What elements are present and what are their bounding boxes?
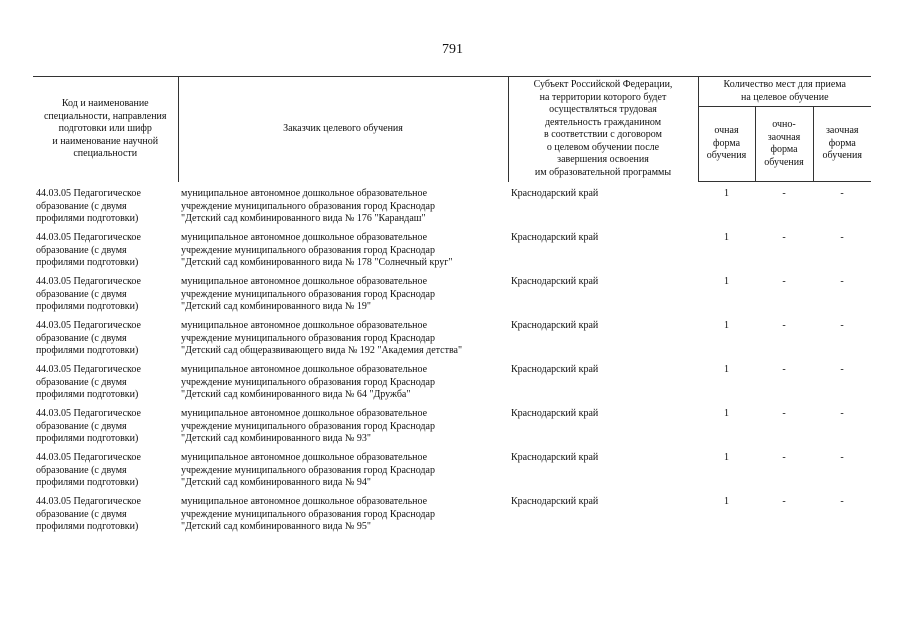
cell-subject: Краснодарский край xyxy=(511,364,599,375)
cell-parttime: - xyxy=(840,320,844,331)
cell-subject: Краснодарский край xyxy=(511,408,599,419)
cell-mixed: - xyxy=(782,232,786,243)
target-admission-table xyxy=(33,76,871,540)
cell-parttime: - xyxy=(840,276,844,287)
table-body xyxy=(33,182,871,541)
cell-parttime: - xyxy=(840,364,844,375)
header-customer: Заказчик целевого обучения xyxy=(178,77,508,182)
cell-fulltime: 1 xyxy=(724,320,729,331)
cell-mixed: - xyxy=(782,364,786,375)
table-row xyxy=(33,188,871,232)
cell-fulltime: 1 xyxy=(724,232,729,243)
cell-mixed: - xyxy=(782,408,786,419)
cell-customer: муниципальное автономное дошкольное образовательное учреждение муниципального образования город Краснодар "Детский сад общеразвивающего вида № 192 "Академия детства" xyxy=(181,320,463,356)
cell-parttime: - xyxy=(840,408,844,419)
header-parttime: заочная форма обучения xyxy=(813,107,871,182)
cell-fulltime: 1 xyxy=(724,452,729,463)
cell-code: 44.03.05 Педагогическое образование (с двумя профилями подготовки) xyxy=(36,452,141,488)
cell-parttime: - xyxy=(840,452,844,463)
cell-subject: Краснодарский край xyxy=(511,496,599,507)
cell-fulltime: 1 xyxy=(724,276,729,287)
cell-fulltime: 1 xyxy=(724,496,729,507)
cell-subject: Краснодарский край xyxy=(511,232,599,243)
cell-mixed: - xyxy=(782,276,786,287)
header-mixed: очно- заочная форма обучения xyxy=(755,107,813,182)
cell-mixed: - xyxy=(782,188,786,199)
cell-customer: муниципальное автономное дошкольное образовательное учреждение муниципального образования город Краснодар "Детский сад комбинированного вида № 95" xyxy=(181,496,435,532)
cell-subject: Краснодарский край xyxy=(511,188,599,199)
header-code: Код и наименование специальности, направления подготовки или шифр и наименование научной специальности xyxy=(33,77,178,182)
cell-code: 44.03.05 Педагогическое образование (с двумя профилями подготовки) xyxy=(36,496,141,532)
table-row xyxy=(33,496,871,540)
cell-parttime: - xyxy=(840,496,844,507)
header-places: Количество мест для приема на целевое обучение xyxy=(698,77,871,107)
table-row xyxy=(33,452,871,496)
cell-mixed: - xyxy=(782,496,786,507)
header-subject: Субъект Российской Федерации, на территории которого будет осуществляться трудовая деятельность гражданином в соответствии с договором о целевом обучении после завершения освоения им образовательной программы xyxy=(508,77,698,182)
cell-code: 44.03.05 Педагогическое образование (с двумя профилями подготовки) xyxy=(36,364,141,400)
cell-customer: муниципальное автономное дошкольное образовательное учреждение муниципального образования город Краснодар "Детский сад комбинированного вида № 94" xyxy=(181,452,435,488)
header-fulltime: очная форма обучения xyxy=(698,107,755,182)
cell-mixed: - xyxy=(782,452,786,463)
cell-subject: Краснодарский край xyxy=(511,276,599,287)
cell-fulltime: 1 xyxy=(724,364,729,375)
cell-parttime: - xyxy=(840,232,844,243)
cell-customer: муниципальное автономное дошкольное образовательное учреждение муниципального образования город Краснодар "Детский сад комбинированного вида № 178 "Солнечный круг" xyxy=(181,232,453,268)
cell-code: 44.03.05 Педагогическое образование (с двумя профилями подготовки) xyxy=(36,188,141,224)
cell-customer: муниципальное автономное дошкольное образовательное учреждение муниципального образования город Краснодар "Детский сад комбинированного вида № 176 "Карандаш" xyxy=(181,188,435,224)
table-row xyxy=(33,364,871,408)
cell-code: 44.03.05 Педагогическое образование (с двумя профилями подготовки) xyxy=(36,232,141,268)
cell-parttime: - xyxy=(840,188,844,199)
cell-mixed: - xyxy=(782,320,786,331)
cell-fulltime: 1 xyxy=(724,408,729,419)
cell-customer: муниципальное автономное дошкольное образовательное учреждение муниципального образования город Краснодар "Детский сад комбинированного вида № 19" xyxy=(181,276,435,312)
table-row xyxy=(33,276,871,320)
cell-customer: муниципальное автономное дошкольное образовательное учреждение муниципального образования город Краснодар "Детский сад комбинированного вида № 93" xyxy=(181,408,435,444)
cell-code: 44.03.05 Педагогическое образование (с двумя профилями подготовки) xyxy=(36,408,141,444)
table-row xyxy=(33,408,871,452)
page-number: 791 xyxy=(442,42,463,57)
cell-code: 44.03.05 Педагогическое образование (с двумя профилями подготовки) xyxy=(36,276,141,312)
cell-subject: Краснодарский край xyxy=(511,320,599,331)
table-row xyxy=(33,320,871,364)
cell-customer: муниципальное автономное дошкольное образовательное учреждение муниципального образования город Краснодар "Детский сад комбинированного вида № 64 "Дружба" xyxy=(181,364,435,400)
cell-code: 44.03.05 Педагогическое образование (с двумя профилями подготовки) xyxy=(36,320,141,356)
cell-fulltime: 1 xyxy=(724,188,729,199)
table-row xyxy=(33,232,871,276)
cell-subject: Краснодарский край xyxy=(511,452,599,463)
table-header xyxy=(33,77,871,182)
